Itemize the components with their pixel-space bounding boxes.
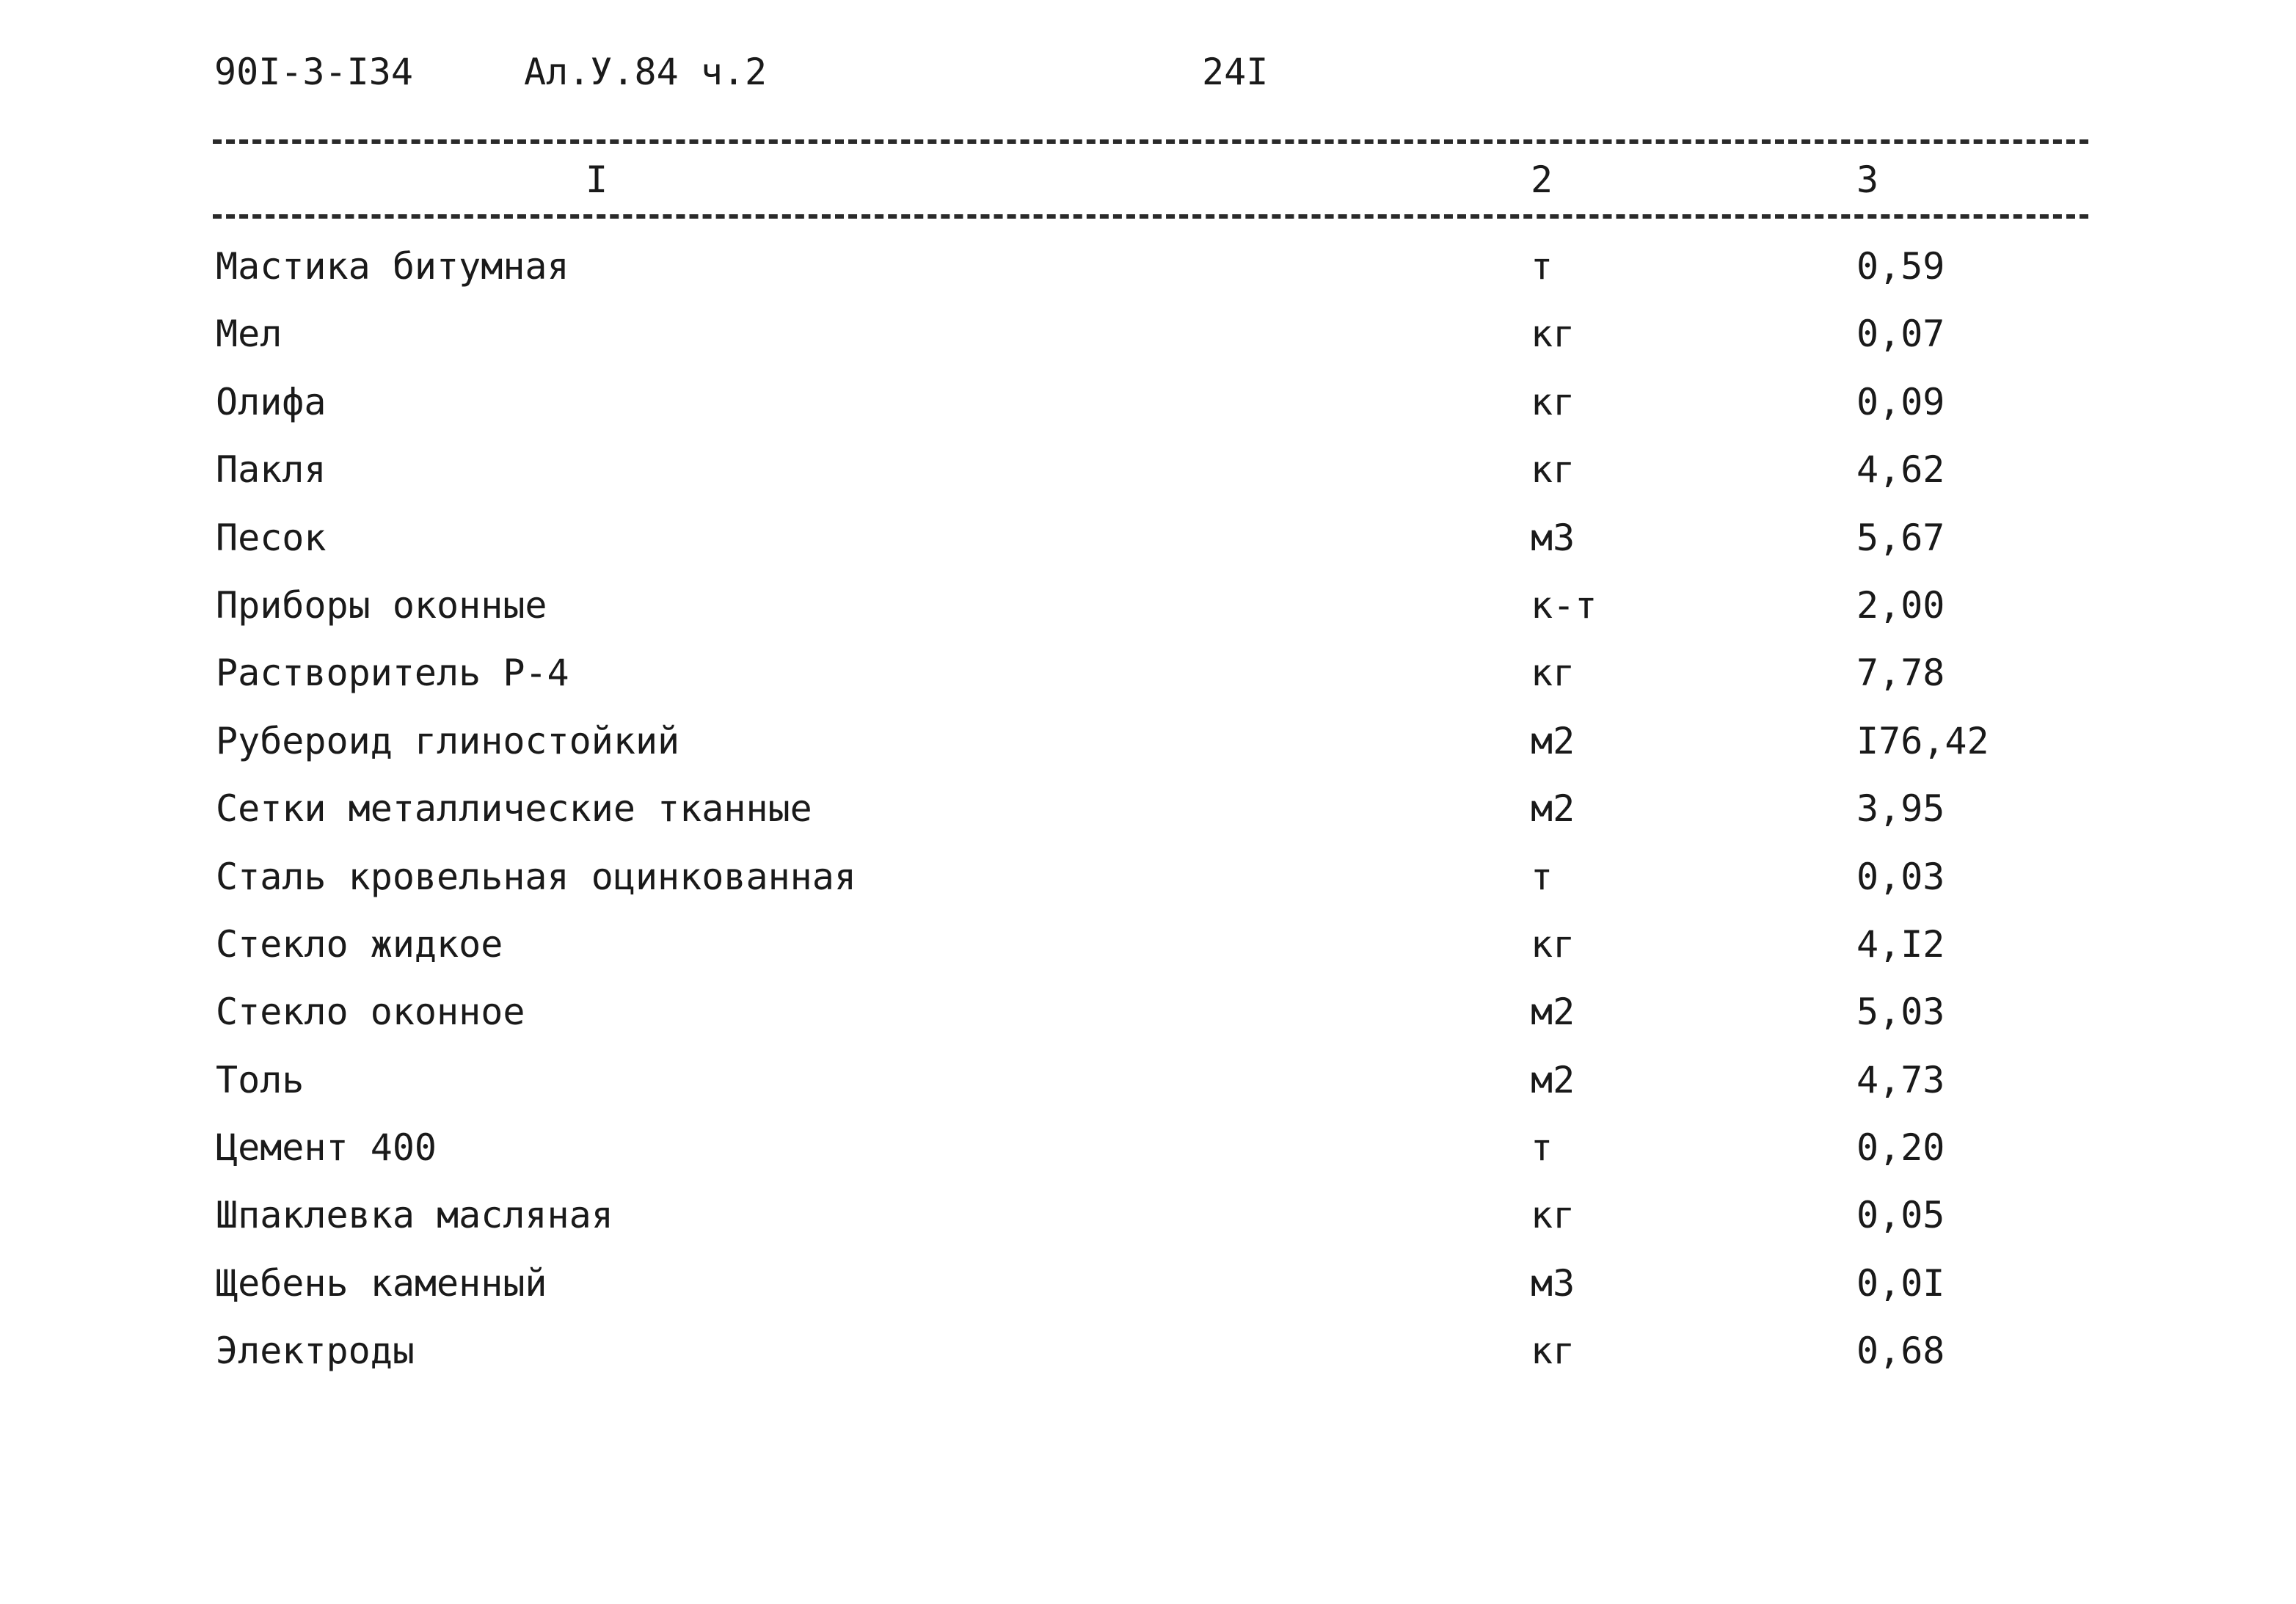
table-row [213, 1054, 2088, 1122]
material-quantity: 0,03 [1856, 855, 1945, 898]
table-row [213, 308, 2088, 376]
material-unit: м2 [1531, 991, 1575, 1034]
material-unit: кг [1531, 1194, 1575, 1237]
material-name: Рубероид глиностойкий [216, 719, 680, 762]
material-name: Пакля [216, 448, 327, 492]
material-unit: м2 [1531, 787, 1575, 831]
material-unit: м3 [1531, 516, 1575, 559]
material-quantity: 3,95 [1856, 787, 1945, 831]
column-header-3: 3 [1856, 158, 1879, 201]
table-row [213, 580, 2088, 647]
material-quantity: 4,I2 [1856, 922, 1945, 966]
material-quantity: 0,68 [1856, 1330, 1945, 1373]
material-quantity: 0,09 [1856, 380, 1945, 423]
material-unit: кг [1531, 313, 1575, 356]
table-row [213, 715, 2088, 783]
column-header-2: 2 [1531, 158, 1553, 201]
material-name: Сталь кровельная оцинкованная [216, 855, 856, 898]
material-quantity: 0,20 [1856, 1126, 1945, 1170]
table-row [213, 444, 2088, 511]
table-row [213, 986, 2088, 1054]
material-unit: т [1531, 245, 1553, 288]
material-unit: кг [1531, 652, 1575, 695]
material-name: Стекло жидкое [216, 922, 503, 966]
materials-table [213, 139, 2088, 1393]
material-quantity: 0,59 [1856, 245, 1945, 288]
material-unit: т [1531, 1126, 1553, 1170]
material-name: Песок [216, 516, 327, 559]
material-quantity: 7,78 [1856, 652, 1945, 695]
material-quantity: 4,62 [1856, 448, 1945, 492]
table-row [213, 647, 2088, 715]
table-row [213, 851, 2088, 919]
material-unit: м2 [1531, 1058, 1575, 1101]
material-quantity: 0,07 [1856, 313, 1945, 356]
material-quantity: 5,67 [1856, 516, 1945, 559]
material-name: Олифа [216, 380, 327, 423]
material-unit: кг [1531, 922, 1575, 966]
doc-code: 90I-3-I34 [214, 51, 413, 93]
table-row [213, 1325, 2088, 1393]
material-name: Мастика битумная [216, 245, 569, 288]
material-quantity: 4,73 [1856, 1058, 1945, 1101]
column-header-1: I [586, 158, 608, 201]
material-unit: кг [1531, 380, 1575, 423]
material-name: Растворитель Р-4 [216, 652, 569, 695]
material-unit: кг [1531, 1330, 1575, 1373]
material-name: Сетки металлические тканные [216, 787, 812, 831]
table-row [213, 919, 2088, 986]
material-quantity: 0,05 [1856, 1194, 1945, 1237]
material-name: Приборы оконные [216, 583, 547, 627]
material-name: Электроды [216, 1330, 415, 1373]
table-row [213, 376, 2088, 444]
material-unit: т [1531, 855, 1553, 898]
table-row [213, 1189, 2088, 1257]
material-quantity: 5,03 [1856, 991, 1945, 1034]
table-row [213, 1122, 2088, 1189]
table-row [213, 1258, 2088, 1325]
page-number: 24I [1202, 51, 1269, 93]
material-name: Мел [216, 313, 283, 356]
material-unit: м3 [1531, 1261, 1575, 1305]
table-row [213, 512, 2088, 580]
material-name: Толь [216, 1058, 305, 1101]
album-reference: Ал.У.84 ч.2 [524, 51, 768, 93]
material-quantity: I76,42 [1856, 719, 1989, 762]
table-body [213, 219, 2088, 1393]
column-header-row [213, 144, 2088, 214]
material-unit: м2 [1531, 719, 1575, 762]
material-name: Щебень каменный [216, 1261, 547, 1305]
material-name: Шпаклевка масляная [216, 1194, 613, 1237]
material-quantity: 2,00 [1856, 583, 1945, 627]
table-row [213, 783, 2088, 850]
material-quantity: 0,0I [1856, 1261, 1945, 1305]
material-unit: кг [1531, 448, 1575, 492]
material-name: Цемент 400 [216, 1126, 437, 1170]
material-unit: к-т [1531, 583, 1597, 627]
table-row [213, 241, 2088, 308]
material-name: Стекло оконное [216, 991, 525, 1034]
